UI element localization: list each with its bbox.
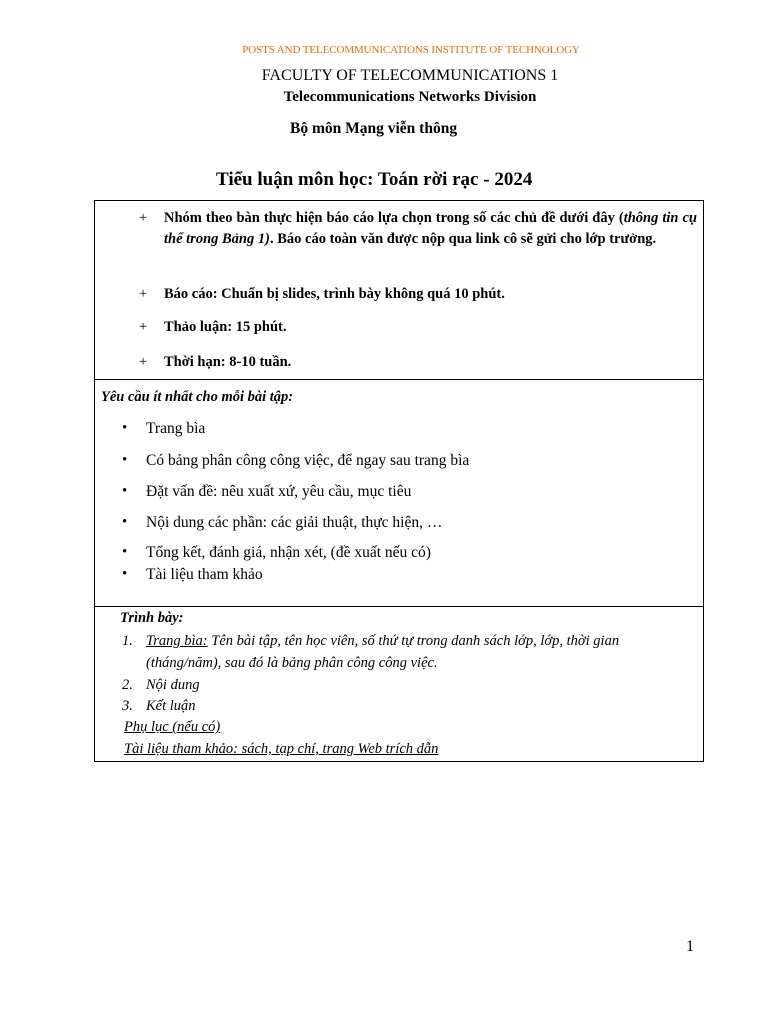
department-name: Bộ môn Mạng viễn thông	[290, 120, 458, 137]
instruction-text-group	[164, 208, 697, 249]
numbered-item-content	[122, 674, 697, 696]
list-item-text: Tài liệu tham khảo	[146, 566, 263, 583]
bullet-icon: •	[122, 420, 128, 436]
instruction-text: Nhóm theo bàn thực hiện báo cáo lựa chọn trong số các chủ đề dưới đây (	[164, 210, 624, 226]
document-title: Tiểu luận môn học: Toán rời rạc - 2024	[216, 169, 533, 190]
instruction-italic-ref: thông tin cụ thể trong Bảng 1)	[164, 210, 697, 247]
institute-name: POSTS AND TELECOMMUNICATIONS INSTITUTE OF TECHNOLOGY	[242, 44, 580, 56]
list-item-text: Có bảng phân công công việc, để ngay sau trang bìa	[146, 452, 470, 469]
plus-icon: +	[139, 354, 148, 370]
numbered-item-conclusion	[122, 695, 697, 717]
page-number: 1	[686, 938, 694, 955]
list-item-text: Trang bìa	[146, 420, 206, 437]
list-item	[122, 452, 469, 470]
item-number: 1.	[122, 633, 133, 649]
list-item	[122, 483, 411, 501]
requirements-heading: Yêu cầu ít nhất cho mỗi bài tập:	[101, 389, 294, 405]
plus-icon: +	[139, 319, 148, 335]
instruction-item-discussion	[139, 317, 697, 338]
bullet-icon: •	[122, 514, 128, 530]
bullet-icon: •	[122, 566, 128, 582]
instruction-text: Thảo luận: 15 phút.	[164, 319, 287, 335]
numbered-item-cover	[122, 630, 697, 674]
list-item	[122, 514, 442, 532]
item-number: 2.	[122, 677, 133, 693]
numbered-item-text	[146, 630, 697, 674]
instruction-item-deadline	[139, 352, 697, 373]
instruction-text-end: . Báo cáo toàn văn được nộp qua link cô sẽ gửi cho lớp trưởng.	[269, 230, 657, 247]
bullet-icon: •	[122, 483, 128, 499]
instruction-text: Báo cáo: Chuẩn bị slides, trình bày không quá 10 phút.	[164, 286, 505, 302]
cover-description: Tên bài tập, tên học viên, số thứ tự trong danh sách lớp, lớp, thời gian (tháng/năm), sau đó là bảng phân công công việc.	[146, 633, 620, 671]
faculty-name: FACULTY OF TELECOMMUNICATIONS 1	[261, 67, 559, 84]
bullet-icon: •	[122, 544, 128, 560]
presentation-heading: Trình bày:	[120, 610, 184, 626]
presentation-box	[94, 606, 704, 762]
list-item	[122, 420, 205, 438]
numbered-item-text: Kết luận	[146, 698, 196, 714]
list-item	[122, 566, 263, 584]
list-item	[122, 544, 431, 562]
item-number: 3.	[122, 698, 133, 714]
list-item-text: Tổng kết, đánh giá, nhận xét, (đề xuất nếu có)	[146, 544, 431, 561]
instruction-item-report	[139, 284, 697, 305]
requirements-box	[94, 379, 704, 607]
instructions-box	[94, 200, 704, 380]
bullet-icon: •	[122, 452, 128, 468]
plus-icon: +	[139, 286, 148, 302]
references-line: Tài liệu tham khảo: sách, tạp chí, trang Web trích dẫn	[124, 741, 439, 757]
division-name: Telecommunications Networks Division	[283, 89, 537, 105]
instruction-text: Thời hạn: 8-10 tuần.	[164, 354, 292, 370]
appendix-line: Phụ lục (nếu có)	[124, 719, 221, 735]
numbered-item-text: Nội dung	[146, 677, 200, 693]
list-item-text: Đặt vấn đề: nêu xuất xứ, yêu cầu, mục tiêu	[146, 483, 412, 500]
cover-label: Trang bìa:	[146, 633, 208, 649]
instruction-item-group	[139, 208, 697, 249]
plus-icon: +	[139, 210, 148, 226]
list-item-text: Nội dung các phần: các giải thuật, thực hiện, …	[146, 514, 443, 531]
